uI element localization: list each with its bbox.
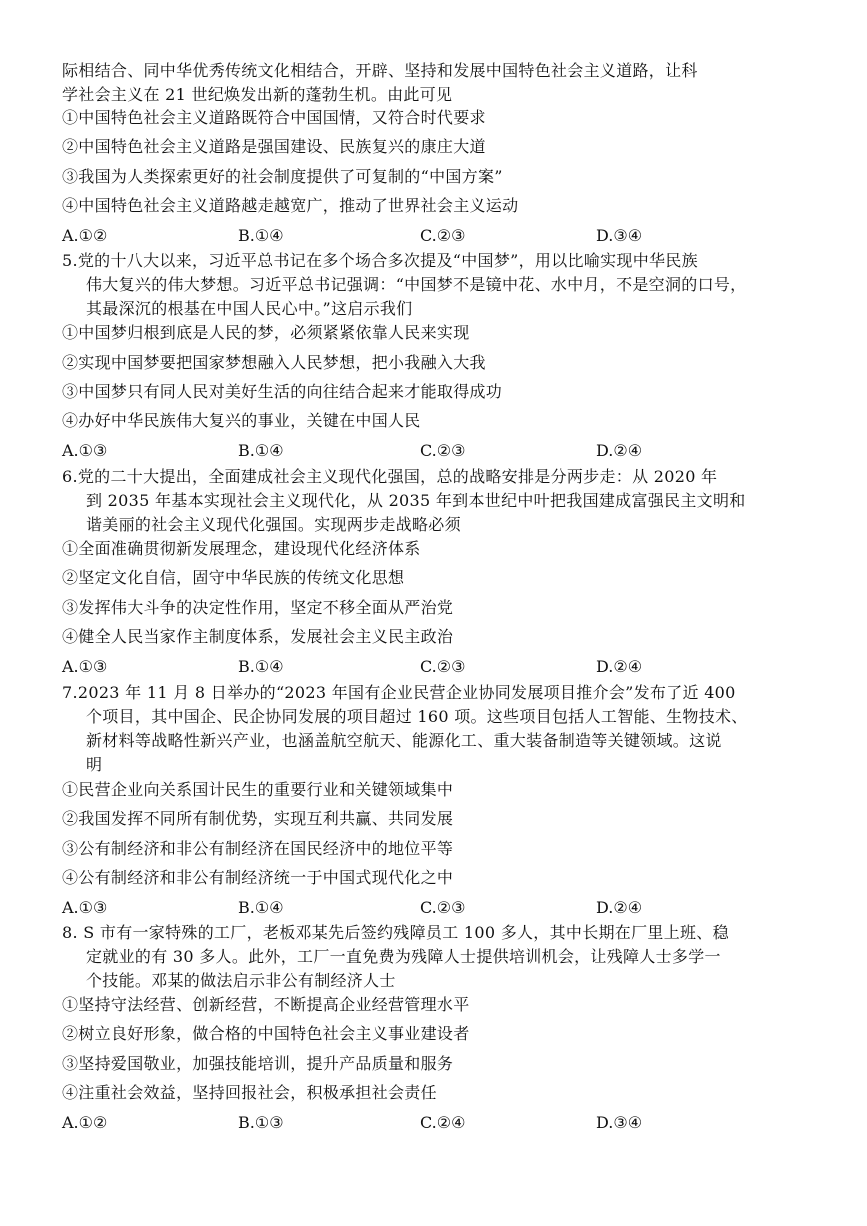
q6-option-b: B.①④	[238, 657, 284, 676]
intro-line-1: 际相结合、同中华优秀传统文化相结合，开辟、坚持和发展中国特色社会主义道路，让科	[62, 61, 698, 80]
q8-option-a: A.①②	[62, 1113, 108, 1132]
q6-item-1: ①全面准确贯彻新发展理念，建设现代化经济体系	[62, 539, 421, 558]
q7-option-d: D.②④	[596, 898, 643, 917]
q6-option-d: D.②④	[596, 657, 643, 676]
q6-stem-3: 谐美丽的社会主义现代化强国。实现两步走战略必须	[86, 515, 461, 534]
q7-option-c: C.②③	[420, 898, 466, 917]
q7-stem-2: 个项目，其中国企、民企协同发展的项目超过 160 项。这些项目包括人工智能、生物技术、	[86, 707, 748, 726]
q7-item-3: ③公有制经济和非公有制经济在国民经济中的地位平等	[62, 839, 454, 858]
q8-item-2: ②树立良好形象，做合格的中国特色社会主义事业建设者	[62, 1024, 470, 1043]
q6-option-a: A.①③	[62, 657, 108, 676]
q8-stem-1: 8. S 市有一家特殊的工厂，老板邓某先后签约残障员工 100 多人，其中长期在厂里上班、稳	[62, 923, 729, 942]
q7-stem-4: 明	[86, 755, 103, 774]
q6-stem-2: 到 2035 年基本实现社会主义现代化，从 2035 年到本世纪中叶把我国建成富强民主文明和	[86, 491, 746, 510]
q8-option-d: D.③④	[596, 1113, 643, 1132]
q7-stem-1: 7.2023 年 11 月 8 日举办的“2023 年国有企业民营企业协同发展项目推介会”发布了近 400	[62, 683, 736, 702]
q5-option-b: B.①④	[238, 441, 284, 460]
q8-item-1: ①坚持守法经营、创新经营，不断提高企业经营管理水平	[62, 995, 470, 1014]
q5-item-3: ③中国梦只有同人民对美好生活的向往结合起来才能取得成功	[62, 382, 503, 401]
q7-stem-3: 新材料等战略性新兴产业，也涵盖航空航天、能源化工、重大装备制造等关键领域。这说	[86, 731, 722, 750]
q5-stem-2: 伟大复兴的伟大梦想。习近平总书记强调：“中国梦不是镜中花、水中月，不是空洞的口号，	[86, 275, 747, 294]
q4-option-b: B.①④	[238, 226, 284, 245]
q6-item-4: ④健全人民当家作主制度体系，发展社会主义民主政治	[62, 627, 454, 646]
q7-item-4: ④公有制经济和非公有制经济统一于中国式现代化之中	[62, 868, 454, 887]
q6-item-3: ③发挥伟大斗争的决定性作用，坚定不移全面从严治党	[62, 598, 454, 617]
q4-option-a: A.①②	[62, 226, 108, 245]
q4-option-c: C.②③	[420, 226, 466, 245]
q4-item-3: ③我国为人类探索更好的社会制度提供了可复制的“中国方案”	[62, 167, 503, 186]
q8-stem-2: 定就业的有 30 多人。此外，工厂一直免费为残障人士提供培训机会，让残障人士多学一	[86, 947, 721, 966]
q7-item-2: ②我国发挥不同所有制优势，实现互利共赢、共同发展	[62, 809, 454, 828]
q6-item-2: ②坚定文化自信，固守中华民族的传统文化思想	[62, 568, 405, 587]
q5-option-a: A.①③	[62, 441, 108, 460]
q6-option-c: C.②③	[420, 657, 466, 676]
q4-item-1: ①中国特色社会主义道路既符合中国国情，又符合时代要求	[62, 108, 486, 127]
q8-item-3: ③坚持爱国敬业，加强技能培训，提升产品质量和服务	[62, 1054, 454, 1073]
q5-stem-1: 5.党的十八大以来，习近平总书记在多个场合多次提及“中国梦”，用以比喻实现中华民族	[62, 251, 698, 270]
q5-item-2: ②实现中国梦要把国家梦想融入人民梦想，把小我融入大我	[62, 353, 486, 372]
intro-line-2: 学社会主义在 21 世纪焕发出新的蓬勃生机。由此可见	[62, 85, 453, 104]
q6-stem-1: 6.党的二十大提出，全面建成社会主义现代化强国，总的战略安排是分两步走：从 2020 年	[62, 467, 718, 486]
q7-option-a: A.①③	[62, 898, 108, 917]
q7-item-1: ①民营企业向关系国计民生的重要行业和关键领域集中	[62, 780, 454, 799]
q8-option-b: B.①③	[238, 1113, 284, 1132]
q7-option-b: B.①④	[238, 898, 284, 917]
q4-item-4: ④中国特色社会主义道路越走越宽广，推动了世界社会主义运动	[62, 196, 519, 215]
q8-stem-3: 个技能。邓某的做法启示非公有制经济人士	[86, 971, 396, 990]
q5-option-c: C.②③	[420, 441, 466, 460]
q5-stem-3: 其最深沉的根基在中国人民心中。”这启示我们	[86, 299, 413, 318]
q5-item-4: ④办好中华民族伟大复兴的事业，关键在中国人民	[62, 411, 421, 430]
q4-option-d: D.③④	[596, 226, 643, 245]
q5-option-d: D.②④	[596, 441, 643, 460]
q5-item-1: ①中国梦归根到底是人民的梦，必须紧紧依靠人民来实现	[62, 323, 470, 342]
q8-option-c: C.②④	[420, 1113, 466, 1132]
q4-item-2: ②中国特色社会主义道路是强国建设、民族复兴的康庄大道	[62, 137, 486, 156]
q8-item-4: ④注重社会效益，坚持回报社会，积极承担社会责任	[62, 1083, 437, 1102]
